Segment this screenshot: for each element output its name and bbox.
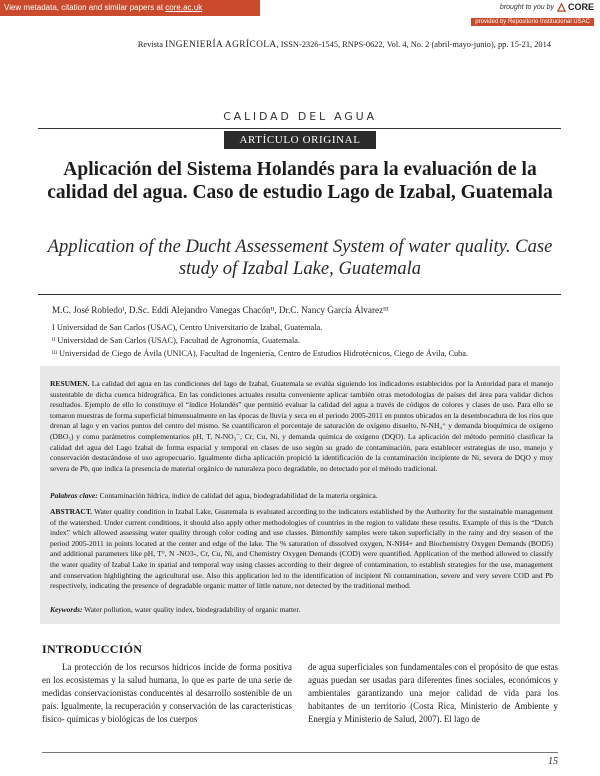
top-rule — [38, 128, 561, 129]
footer-rule — [42, 752, 558, 753]
palabras-text: Contaminación hídrica, índice de calidad del agua, biodegradabilidad de la materia orgánica. — [97, 491, 378, 500]
resumen-paragraph — [50, 379, 553, 474]
journal-details: , ISSN-2326-1545, RNPS-0622, Vol. 4, No. 2 (abril-mayo-junio), pp. 15-21, 2014 — [276, 40, 551, 49]
journal-prefix: Revista — [137, 40, 166, 49]
title-rule — [38, 294, 561, 295]
core-link[interactable]: core.ac.uk — [165, 3, 203, 12]
abstract-text: Water quality condition in Izabal Lake, Guatemala is evaluated according to the indicators established by the Authority for the sustainable management of the watershed. Under current conditions, it should also apply other methodologies of countries in the region to validate these results. Example of this is the “Dutch index” which allowed assessing water quality through color coding and use classes. Bimonthly samples were taken superficially in the rainy and dry season of the period 2005-2011 in points located at the center and edge of the lake. The % saturation of dissolved oxygen, N-NH4+ and Biochemistry Oxygen Demands (BOD5) and additional parameters like pH, T°, N -NO3-, Cr, Cu, Ni, and Chemistry Oxygen Demands (COD) were quantified. Application of the method allowed to classify the water quality of Izabal Lake in spatial and temporal way using classes according to their degree of contamination, to establish strategies for the use, management and conservation highlighting the agricultural use. Also this application led to the identification of incipient Ni contamination, severe and very severe COD and Pb respectively, indicating the presence of degradable organic matter of little nature, not detected by the traditional method. — [50, 507, 553, 591]
affiliation-1: I Universidad de San Carlos (USAC), Centro Universitario de Izabal, Guatemala. — [52, 323, 323, 332]
core-logo-icon — [557, 3, 566, 12]
core-banner — [0, 0, 600, 16]
provided-by-badge[interactable]: provided by Repositorio Institucional USAC — [471, 18, 594, 26]
resumen-text: La calidad del agua en las condiciones del lago de Izabal, Guatemala se evalúa siguiendo los indicadores establecidos por la Autoridad para el manejo sustentable de dicha cuenca hidrográfica. En las condiciones actuales resulta conveniente aplicar también otras metodologías de países del área para validar dichos resultados. Ejemplo de ello lo constituye el “índice Holandés” que permitió evaluar la calidad del agua a través de códigos de colores y clases de uso. Para ello se tomaron muestras de forma superficial bimensualmente en las épocas de lluvia y seca en el periodo 2005-2011 en puntos ubicados en la desembocadura de los ríos que drenan al lago y en varios puntos del centro del mismo. Se cuantificaron el porcentaje de saturación de oxígeno disuelto, N-NH₄⁺ y demanda bioquímica de oxígeno (DBO₅) y como parámetros complementarios pH, T, N-NO₃⁻, Cr, Cu, Ni, y demanda química de oxígeno (DQO). La aplicación del método permitió clasificar la calidad del agua del Lago Izabal de forma espacial y temporal en clases de uso según su grado de contaminación, para establecer estrategias de uso, manejo y conservación destacándose el uso agropecuario. Igualmente dicha aplicación propició la identificación de la contaminación incipiente de Ni, severa de DQO y muy severa de Pb, que indica la presencia de material orgánico de naturaleza poco degradable, no detectado por el método tradicional. — [50, 379, 553, 473]
brought-by-text: brought to you by — [499, 3, 554, 11]
page-number: 15 — [548, 756, 558, 767]
core-metadata-link[interactable] — [0, 0, 260, 16]
article-type-tag: ARTÍCULO ORIGINAL — [224, 131, 376, 149]
journal-citation — [0, 40, 551, 50]
journal-name: INGENIERÍA AGRÍCOLA — [165, 40, 277, 50]
introduction-heading: INTRODUCCIÓN — [42, 642, 143, 656]
core-logo[interactable] — [557, 2, 594, 12]
title-spanish: Aplicación del Sistema Holandés para la evaluación de la calidad del agua. Caso de estudio Lago de Izabal, Guatemala — [47, 159, 553, 203]
intro-left-column: La protección de los recursos hídricos incide de forma positiva en los ecosistemas y la salud humana, lo que es parte de una serie de medidas conservacionistas conducentes al desarrollo sostenible de un país. Igualmente, la recuperación y conservación de las características físico- químicas y biológicas de los cuerpos — [42, 662, 292, 725]
abstract-label: ABSTRACT. — [50, 507, 93, 516]
abstract-paragraph — [50, 507, 553, 592]
core-logo-label: CORE — [567, 2, 594, 12]
intro-right-column: de agua superficiales son fundamentales con el propósito de que estas aguas puedan ser usadas para diferentes fines sociales, económicos y ambientales garantizando una mejor calidad de vida para los habitantes de un territorio (Costa Rica, Ministerio de Ambiente y Energía y Ministerio de Salud, 2007). El lago de — [308, 662, 558, 725]
keywords-line — [50, 605, 553, 616]
palabras-label: Palabras clave: — [50, 491, 98, 500]
title-english: Application of the Ducht Assessement System of water quality. Case study of Izabal Lake, Guatemala — [47, 236, 553, 279]
core-brought-by[interactable] — [500, 2, 594, 12]
keywords-text: Water pollution, water quality index, biodegradability of organic matter. — [82, 605, 301, 614]
palabras-clave — [50, 491, 553, 502]
keywords-label: Keywords: — [50, 605, 83, 614]
core-metadata-text: View metadata, citation and similar papers at — [4, 3, 166, 12]
affiliation-3: ᴵᴵᴵ Universidad de Ciego de Ávila (UNICA), Facultad de Ingeniería, Centro de Estudios Hidrotécnicos, Ciego de Ávila, Cuba. — [52, 349, 469, 358]
resumen-label: RESUMEN. — [50, 379, 90, 388]
section-label: CALIDAD DEL AGUA — [223, 110, 377, 123]
affiliation-2: ᴵᴵ Universidad de San Carlos (USAC), Facultad de Agronomía, Guatemala. — [52, 336, 301, 345]
authors-line: M.C. José Robledoᴵ, D.Sc. Eddi Alejandro Vanegas Chacónᴵᴵ, Dr.C. Nancy García Álvarezᴵᴵᴵ — [52, 305, 389, 315]
